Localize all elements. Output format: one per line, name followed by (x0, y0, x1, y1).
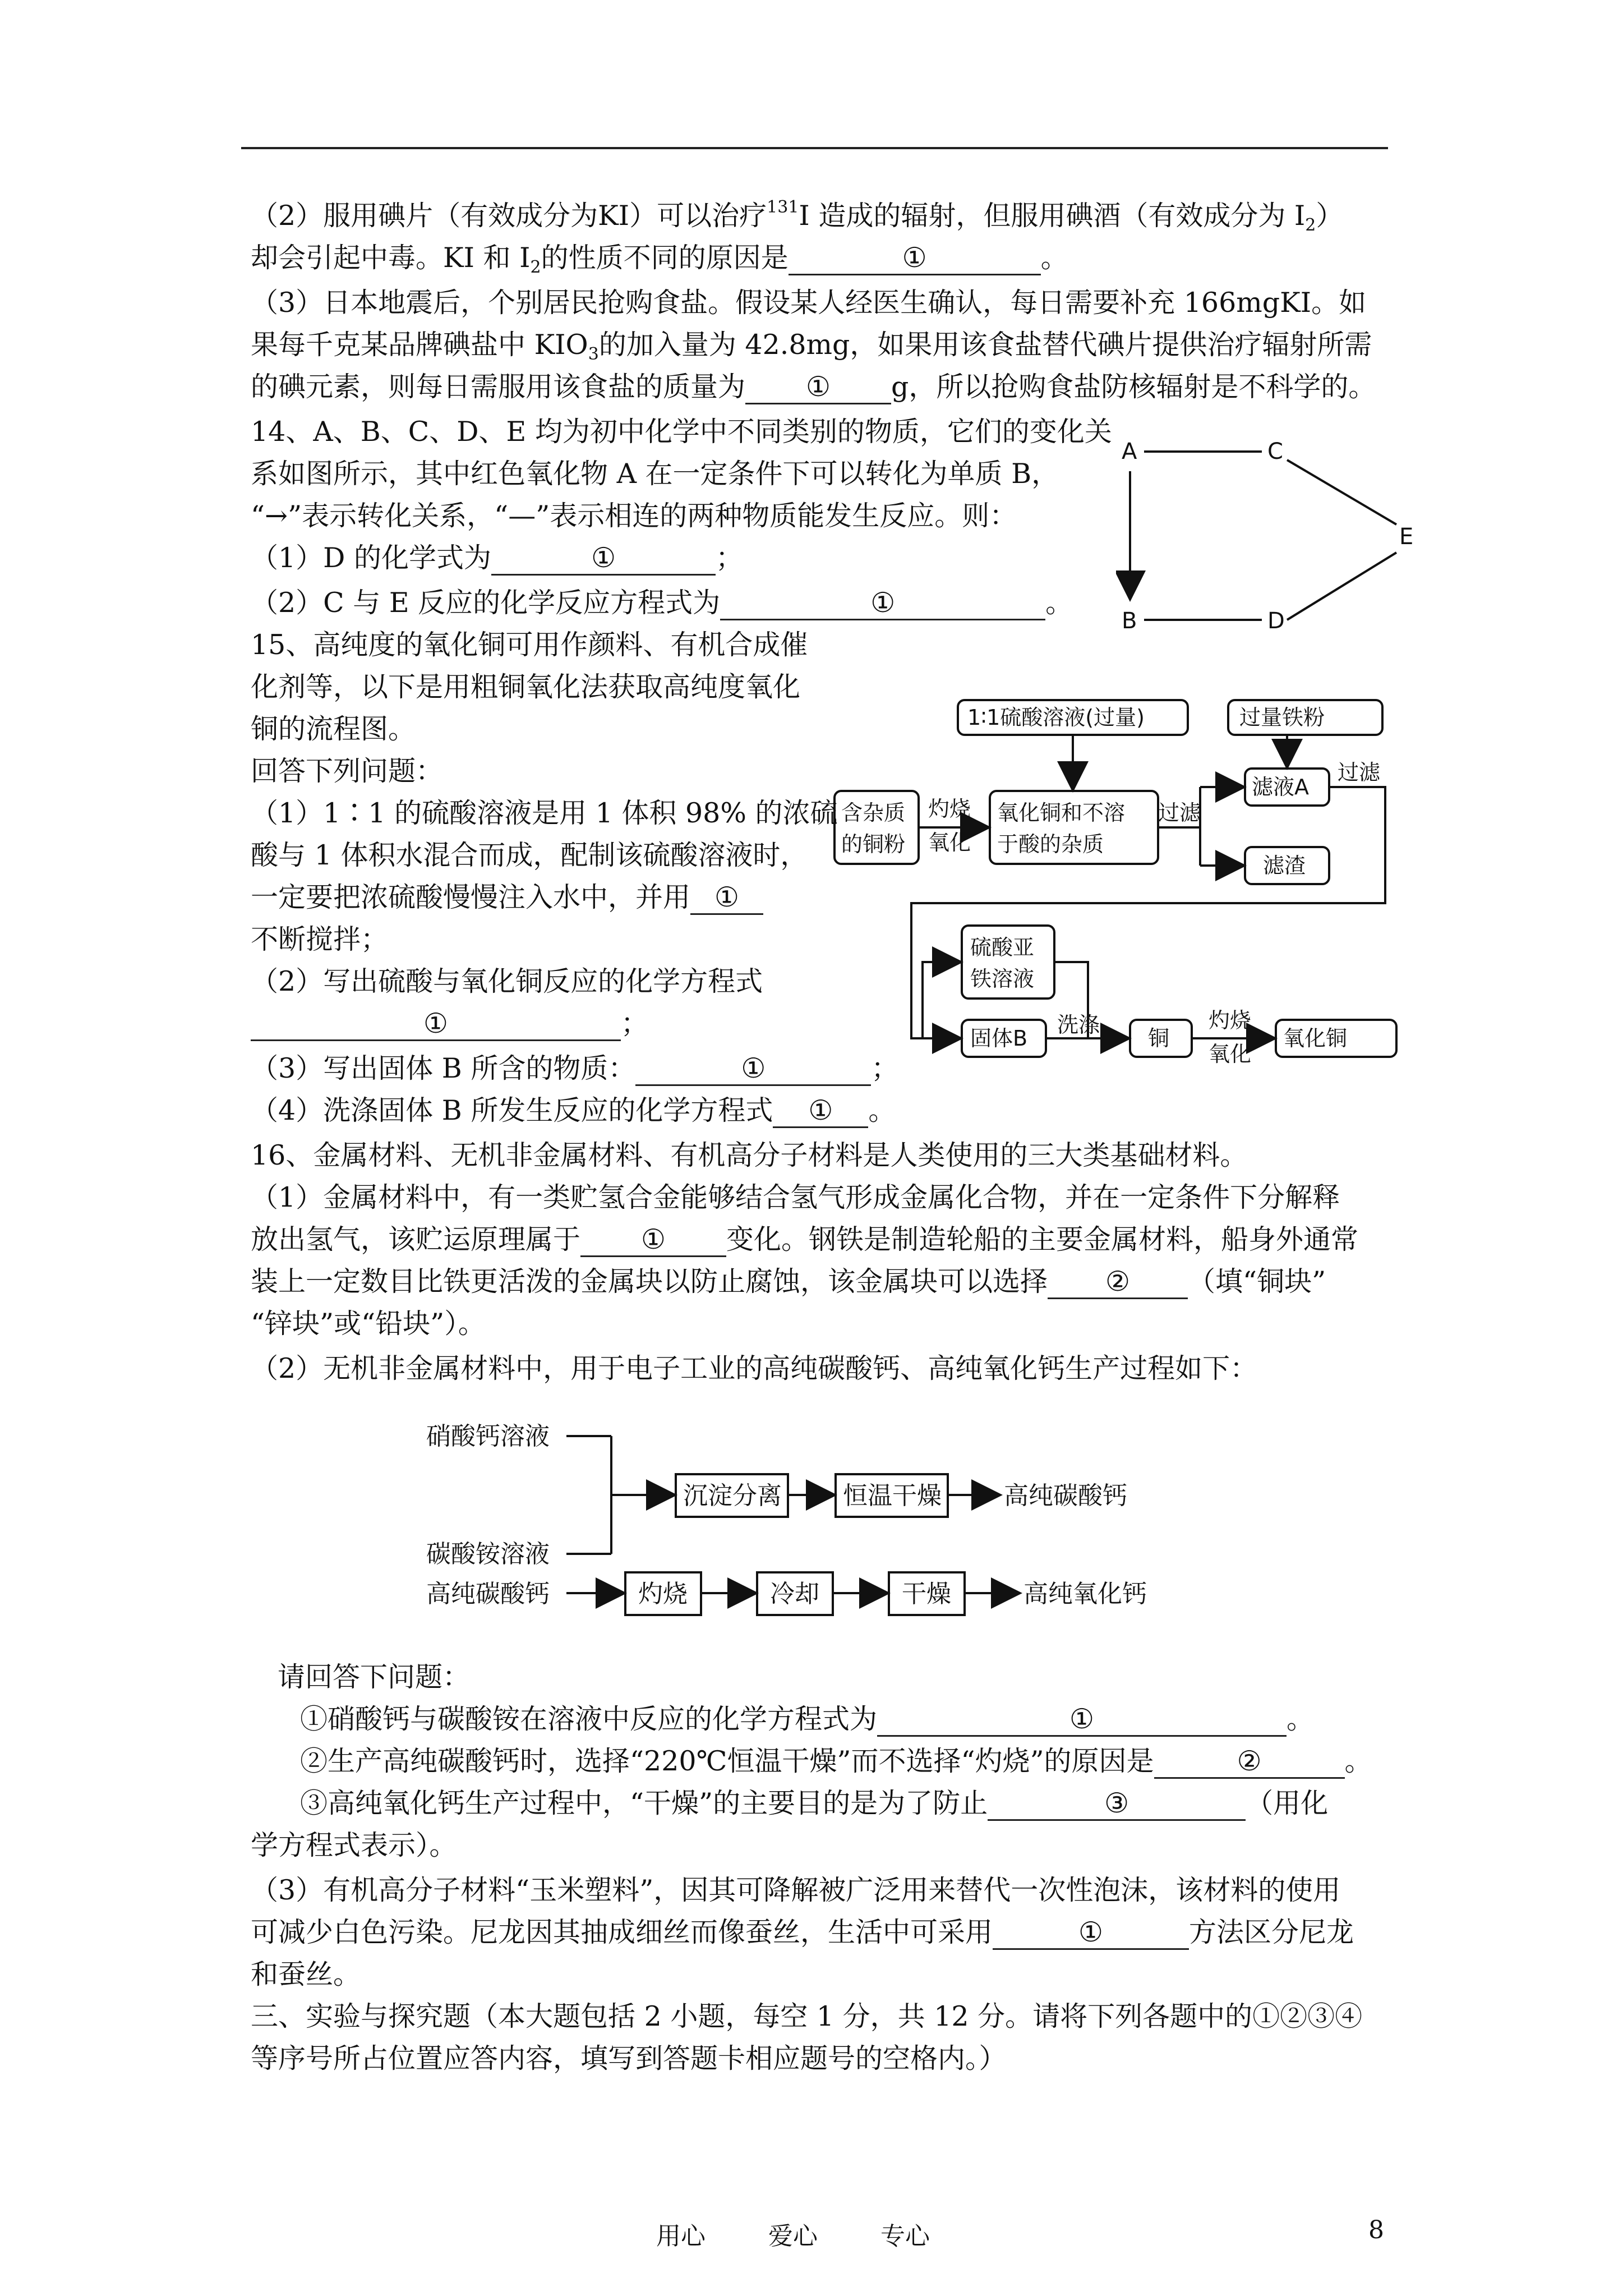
answer-blank[interactable]: ① (773, 1095, 868, 1128)
q16-ask: 请回答下问题： (278, 1661, 471, 1693)
flow2-carbonate: 碳酸铵溶液 (426, 1540, 550, 1568)
q15-line3: 铜的流程图。 (251, 713, 416, 745)
flow2-in2: 高纯碳酸钙 (426, 1580, 550, 1608)
flow2-cool: 冷却 (770, 1580, 819, 1608)
q16-p3b: 可减少白色污染。尼龙因其抽成细丝而像蚕丝，生活中可采用 ① 方法区分尼龙 (251, 1916, 1354, 1950)
q16-p3a: （3）有机高分子材料“玉米塑料”，因其可降解被广泛用来替代一次性泡沫，该材料的使用 (251, 1874, 1341, 1906)
flow-acid: 1∶1硫酸溶液(过量) (967, 705, 1145, 730)
q13-p2-line2: 却会引起中毒。KI 和 $I_2$的性质不同的原因是 ① 。 (251, 242, 1068, 277)
flow-wash: 洗涤 (1057, 1013, 1100, 1037)
answer-blank[interactable]: ① (720, 587, 1045, 620)
answer-blank[interactable]: ① (690, 882, 763, 915)
flow-burn2: 氧化 (928, 830, 971, 855)
flow-solid-b: 固体B (970, 1026, 1028, 1051)
flow-crude1: 含杂质 (841, 800, 906, 825)
section3-line2: 等序号所占位置应答内容，填写到答题卡相应题号的空格内。） (251, 2042, 1007, 2074)
answer-blank[interactable]: ① (251, 1008, 621, 1041)
q15-flowchart (830, 696, 1413, 1077)
answer-blank[interactable]: ① (877, 1704, 1287, 1737)
q15-q2b: ① ； (251, 1007, 648, 1041)
flow2-separate: 沉淀分离 (683, 1481, 782, 1510)
answer-blank[interactable]: ① (580, 1224, 726, 1257)
flow-cuo: 氧化铜 (1283, 1026, 1348, 1051)
q16-p1a: （1）金属材料中，有一类贮氢合金能够结合氢气形成金属化合物，并在一定条件下分解释 (251, 1181, 1340, 1213)
node-a: A (1122, 439, 1137, 464)
q16-s3b: 学方程式表示）。 (251, 1829, 457, 1861)
flow-ferrous2: 铁溶液 (970, 967, 1035, 991)
page-number: 8 (1368, 2216, 1384, 2244)
q16-s2: ②生产高纯碳酸钙时，选择“220℃恒温干燥”而不选择“灼烧”的原因是 ② 。 (300, 1745, 1372, 1779)
header-rule (241, 147, 1388, 149)
footer-text-3: 专心 (880, 2222, 930, 2251)
edge-c-e (1287, 460, 1396, 524)
flow-copper: 铜 (1148, 1026, 1170, 1051)
answer-blank[interactable]: ③ (988, 1788, 1246, 1821)
q16-p1d: 装上一定数目比铁更活泼的金属块以防止腐蚀，该金属块可以选择 ② （填“铜块” (251, 1265, 1326, 1299)
section3-line1: 三、实验与探究题（本大题包括 2 小题，每空 1 分，共 12 分。请将下列各题中的①②③④ (251, 2000, 1363, 2032)
node-e: E (1399, 524, 1414, 550)
q15-q3: （3）写出固体 B 所含的物质： ① ； (251, 1052, 898, 1086)
flow-iron: 过量铁粉 (1239, 705, 1325, 730)
q13-p3-line1: （3）日本地震后，个别居民抢购食盐。假设某人经医生确认，每日需要补充 166mgKI。如 (251, 287, 1367, 319)
node-d: D (1267, 608, 1285, 634)
answer-blank[interactable]: ② (1048, 1266, 1188, 1299)
node-b: B (1122, 608, 1137, 634)
flow-filter2: 过滤 (1338, 760, 1381, 785)
flow-crude2: 的铜粉 (841, 832, 906, 857)
q15-q1b: 酸与 1 体积水混合而成，配制该硫酸溶液时， (251, 839, 808, 871)
q14-line2: 系如图所示，其中红色氧化物 A 在一定条件下可以转化为单质 B， (251, 458, 1059, 490)
node-c: C (1267, 439, 1283, 464)
flow2-dry2: 干燥 (902, 1580, 951, 1608)
flow-mix1: 氧化铜和不溶 (997, 800, 1126, 825)
q14-line1: 14、A、B、C、D、E 均为初中化学中不同类别的物质，它们的变化关 (251, 416, 1112, 448)
answer-blank[interactable]: ② (1154, 1746, 1345, 1779)
flow-filter: 过滤 (1158, 800, 1201, 825)
q15-q4: （4）洗涤固体 B 所发生反应的化学方程式 ① 。 (251, 1094, 896, 1128)
answer-blank[interactable]: ① (789, 242, 1041, 275)
footer-text-1: 用心 (656, 2222, 706, 2251)
q13-p2-line1: （2）服用碘片（有效成分为KI）可以治疗$^{131}$I 造成的辐射，但服用碘酒（有效成分为 $I_2$） (251, 197, 1344, 235)
flow-filtrate-a: 滤液A (1252, 775, 1309, 799)
q15-line1: 15、高纯度的氧化铜可用作颜料、有机合成催 (251, 629, 808, 661)
flow-mix2: 于酸的杂质 (997, 832, 1104, 857)
q16-s1: ①硝酸钙与碳酸铵在溶液中反应的化学方程式为 ① 。 (300, 1703, 1314, 1737)
flow-residue: 滤渣 (1263, 853, 1306, 878)
q15-q1c: 一定要把浓硫酸慢慢注入水中，并用 ① (251, 881, 763, 915)
q16-p1f: “锌块”或“铅块”）。 (251, 1308, 486, 1340)
q15-line4: 回答下列问题： (251, 755, 444, 787)
answer-blank[interactable]: ① (745, 371, 891, 404)
answer-blank[interactable]: ① (993, 1917, 1189, 1950)
flow2-out2: 高纯氧化钙 (1023, 1580, 1147, 1608)
q13-p3-line3: 的碘元素，则每日需服用该食盐的质量为 ① g，所以抢购食盐防核辐射是不科学的。 (251, 370, 1376, 404)
q13-p3-line2: 果每千克某品牌碘盐中 $KIO_3$的加入量为 42.8mg，如果用该食盐替代碘片提供治疗辐射所需 (251, 329, 1372, 364)
flow-burn1: 灼烧 (928, 797, 971, 821)
flow-burn4: 氧化 (1209, 1042, 1252, 1066)
flow-burn3: 灼烧 (1209, 1008, 1252, 1033)
edge-d-e (1287, 553, 1396, 620)
q16-p3d: 和蚕丝。 (251, 1958, 361, 1990)
q14-line3: “→”表示转化关系，“—”表示相连的两种物质能发生反应。则： (251, 500, 1017, 532)
flow2-out1: 高纯碳酸钙 (1004, 1481, 1127, 1510)
answer-blank[interactable]: ① (635, 1053, 871, 1086)
q16-p2: （2）无机非金属材料中，用于电子工业的高纯碳酸钙、高纯氧化钙生产过程如下： (251, 1352, 1258, 1384)
flow-ferrous1: 硫酸亚 (970, 935, 1035, 960)
q16-s3: ③高纯氧化钙生产过程中，“干燥”的主要目的是为了防止 ③ （用化 (300, 1787, 1328, 1821)
flow2-dry: 恒温干燥 (843, 1481, 942, 1510)
q15-q1d: 不断搅拌； (251, 923, 389, 955)
flow2-nitrate: 硝酸钙溶液 (426, 1422, 550, 1451)
q15-q1a: （1）1∶1 的硫酸溶液是用 1 体积 98% 的浓硫 (251, 797, 838, 829)
q14-relation-diagram (1116, 426, 1424, 639)
q15-q2a: （2）写出硫酸与氧化铜反应的化学方程式 (251, 965, 763, 997)
q14-q1: （1）D 的化学式为 ① ； (251, 541, 743, 576)
answer-blank[interactable]: ① (491, 542, 716, 576)
q15-line2: 化剂等，以下是用粗铜氧化法获取高纯度氧化 (251, 671, 801, 703)
q16-intro: 16、金属材料、无机非金属材料、有机高分子材料是人类使用的三大类基础材料。 (251, 1139, 1248, 1171)
flow2-burn: 灼烧 (638, 1580, 688, 1608)
footer-text-2: 爱心 (768, 2222, 818, 2251)
q16-flowchart (415, 1414, 1200, 1638)
q16-p1b: 放出氢气，该贮运原理属于 ① 变化。钢铁是制造轮船的主要金属材料，船身外通常 (251, 1223, 1358, 1257)
q14-q2: （2）C 与 E 反应的化学反应方程式为 ① 。 (251, 586, 1073, 620)
